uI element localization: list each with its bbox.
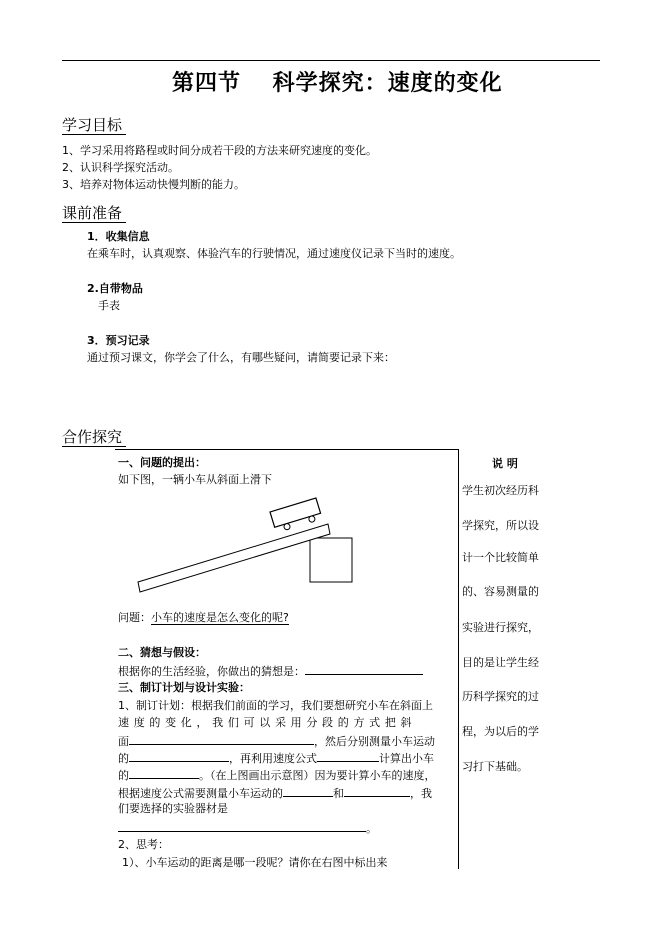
incline-board [138, 524, 330, 592]
coop-heading: 合作探究 [62, 428, 126, 446]
support-block [310, 538, 352, 582]
blank-quantity-2[interactable] [344, 785, 410, 797]
collect-title: 1．收集信息 [87, 230, 150, 243]
plan-line-2: 速 度 的 变 化 ， 我 们 可 以 采 用 分 段 的 方 式 把 斜 [118, 716, 413, 729]
table-top-border [115, 449, 458, 450]
plan-line-4: 的 ，再利用速度公式 计算出小车 [118, 752, 434, 765]
goals-heading: 学习目标 [62, 116, 126, 134]
goal-item-3: 3、培养对物体运动快慢判断的能力。 [62, 178, 245, 191]
question-prefix: 问题： [118, 611, 151, 624]
blank-calc[interactable] [129, 767, 199, 779]
prep-heading: 课前准备 [62, 204, 126, 222]
think-question-1: 1）、小车运动的距离是哪一段呢？请你在右图中标出来 [122, 856, 388, 869]
items-text: 手表 [98, 299, 120, 312]
plan-line-8: 。 [118, 820, 377, 836]
question-title: 一、问题的提出： [118, 456, 206, 469]
note-line: 计一个比较简单 [462, 551, 539, 564]
think-title: 2、思考： [118, 838, 169, 851]
blank-measure[interactable] [129, 750, 229, 762]
preview-title: 3．预习记录 [87, 334, 150, 347]
plan-line-1: 1、制订计划：根据我们前面的学习，我们要想研究小车在斜面上 [118, 699, 433, 712]
top-rule [62, 60, 600, 61]
plan-title: 三、制订计划与设计实验： [118, 681, 250, 694]
note-line: 程，为以后的学 [462, 725, 539, 738]
note-line: 的、容易测量的 [462, 585, 539, 598]
note-line: 学探究，所以设 [462, 519, 539, 532]
table-left-border [458, 449, 459, 869]
plan-line-7: 们要选择的实验器材是 [118, 802, 228, 815]
question-intro: 如下图，一辆小车从斜面上滑下 [118, 473, 272, 486]
preview-text: 通过预习课文，你学会了什么，有哪些疑问，请简要记录下来： [87, 351, 395, 364]
collect-text: 在乘车时，认真观察、体验汽车的行驶情况，通过速度仪记录下当时的速度。 [87, 247, 461, 260]
blank-divide[interactable] [129, 733, 314, 745]
items-title: 2.自带物品 [87, 282, 143, 295]
question-text: 小车的速度是怎么变化的呢? [151, 611, 289, 624]
plan-line-6: 根据速度公式需要测量小车运动的 和 ，我 [118, 787, 432, 800]
blank-formula[interactable] [317, 750, 379, 762]
blank-equipment[interactable] [118, 820, 366, 832]
note-line: 实验进行探究， [462, 621, 539, 634]
question-line [118, 611, 289, 625]
guess-line [118, 663, 423, 679]
incline-diagram [130, 490, 370, 600]
plan-line-3: 面 ，然后分别测量小车运动 [118, 735, 435, 748]
goal-item-1: 1、学习采用将路程或时间分成若干段的方法来研究速度的变化。 [62, 144, 377, 157]
guess-title: 二、猜想与假设： [118, 646, 206, 659]
note-line: 学生初次经历科 [462, 484, 539, 497]
guess-text: 根据你的生活经验，你做出的猜想是： [118, 665, 305, 678]
note-line: 习打下基础。 [462, 760, 528, 773]
blank-quantity-1[interactable] [283, 785, 333, 797]
goal-item-2: 2、认识科学探究活动。 [62, 161, 179, 174]
guess-blank[interactable] [305, 663, 423, 675]
note-line: 目的是让学生经 [462, 656, 539, 669]
page-title: 第四节 科学探究：速度的变化 [172, 70, 503, 96]
note-heading: 说 明 [492, 457, 518, 470]
plan-line-5: 的 。（在上图画出示意图）因为要计算小车的速度， [118, 769, 436, 782]
note-line: 历科学探究的过 [462, 690, 539, 703]
